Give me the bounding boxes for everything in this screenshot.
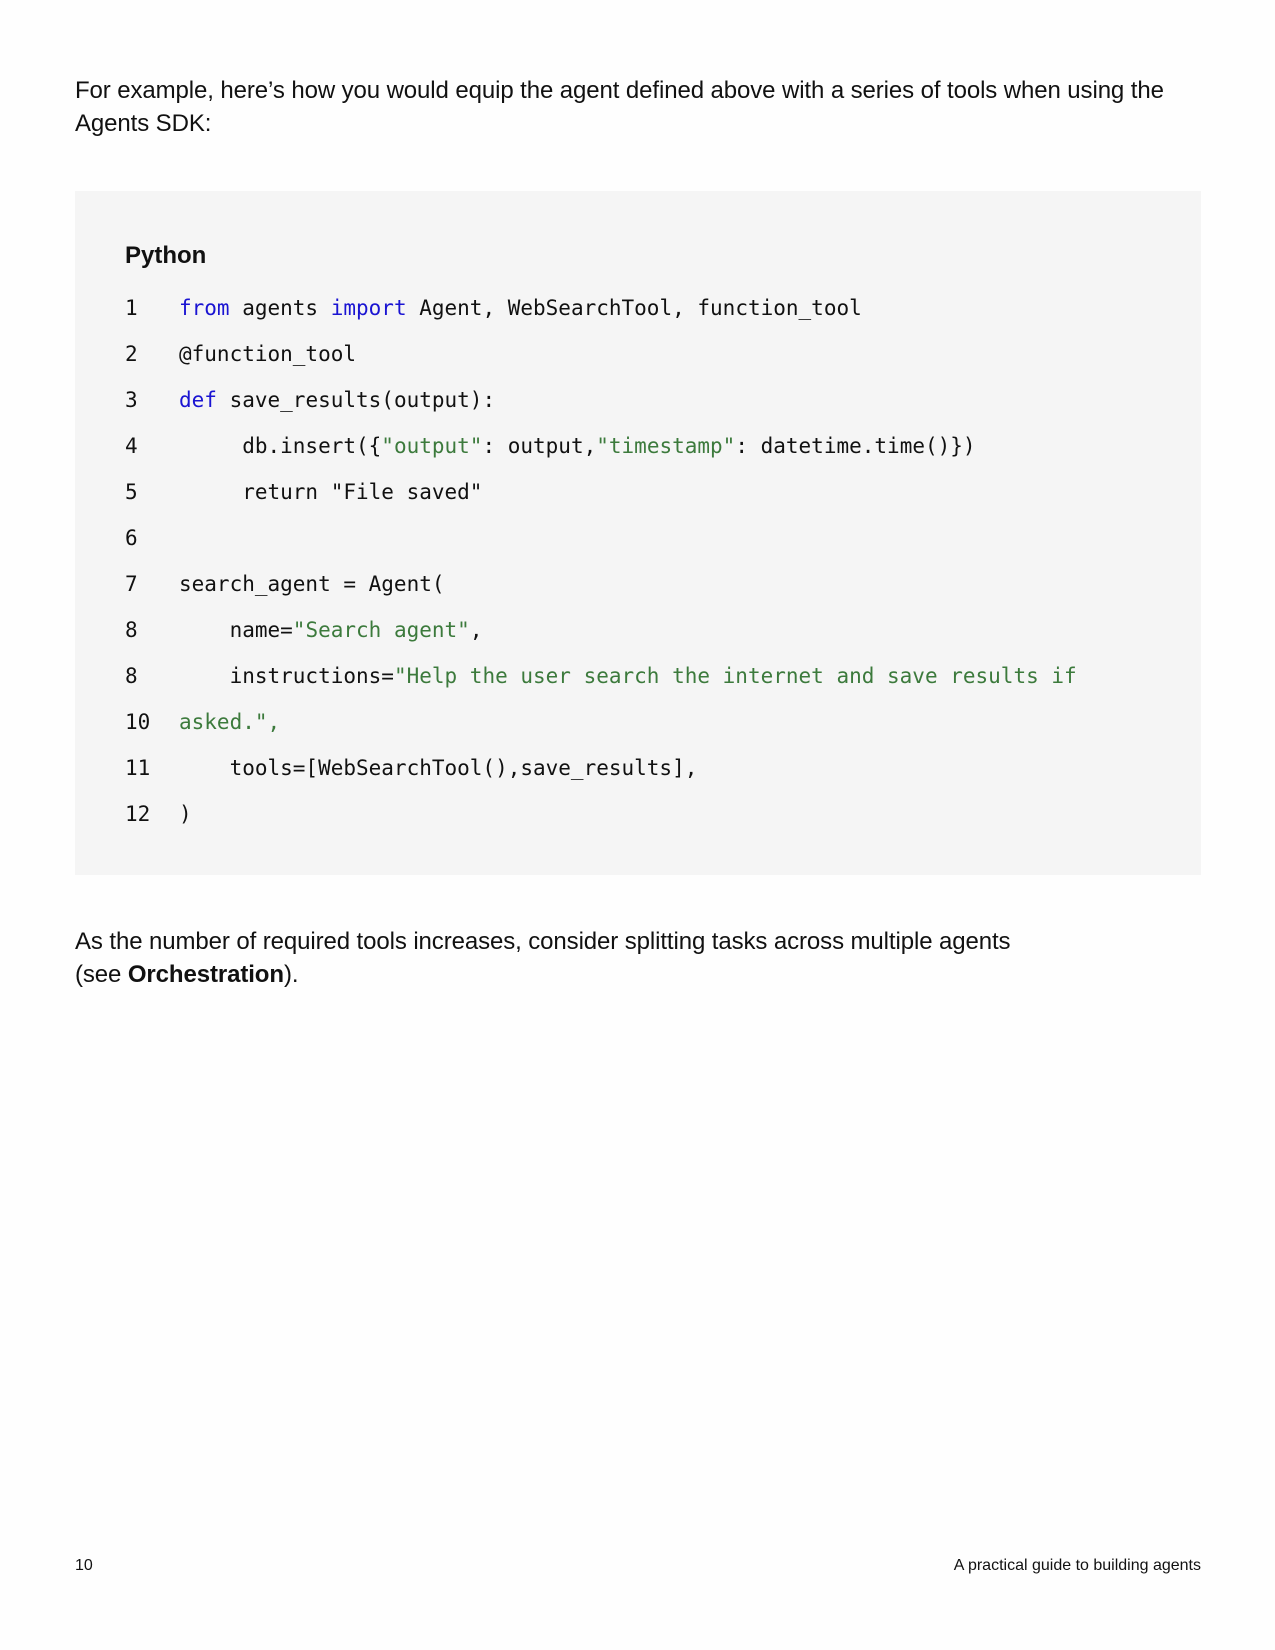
code-string: "Search agent"	[292, 618, 470, 642]
code-text: agents	[229, 296, 331, 320]
line-number: 7	[125, 572, 138, 596]
line-number: 5	[125, 480, 138, 504]
code-line	[125, 296, 1077, 342]
outro-line-2-suffix: ).	[283, 961, 299, 988]
code-text: ,	[469, 618, 483, 642]
code-text: Agent, WebSearchTool, function_tool	[406, 296, 862, 320]
code-content	[179, 802, 192, 848]
code-keyword: def	[179, 388, 217, 412]
code-line	[125, 802, 1077, 848]
code-content	[179, 480, 482, 526]
code-text: : datetime.time()})	[735, 434, 976, 458]
code-text: search_agent = Agent(	[179, 572, 445, 596]
code-text: tools=[WebSearchTool(),save_results],	[179, 756, 698, 780]
code-text: db.insert({	[179, 434, 382, 458]
code-content	[179, 664, 1077, 710]
code-lines	[125, 296, 1077, 848]
code-content	[179, 756, 697, 802]
code-keyword: from	[179, 296, 230, 320]
code-line	[125, 526, 1077, 572]
code-text: save_results(output):	[216, 388, 496, 412]
intro-paragraph: For example, here’s how you would equip the agent defined above with a series of tools when using the Agents SDK:	[75, 77, 1164, 137]
code-line	[125, 342, 1077, 388]
outro-line-1: As the number of required tools increases, consider splitting tasks across multiple agents	[75, 928, 1011, 955]
outro-paragraph	[75, 925, 1175, 991]
code-string: "Help the user search the internet and save results if	[393, 664, 1077, 688]
line-number: 8	[125, 618, 138, 642]
code-line	[125, 388, 1077, 434]
footer-document-title: A practical guide to building agents	[953, 1557, 1201, 1574]
code-string: asked.",	[179, 710, 281, 734]
line-number: 10	[125, 710, 151, 734]
code-content	[179, 296, 862, 342]
code-line	[125, 664, 1077, 710]
code-line	[125, 434, 1077, 480]
code-content	[179, 572, 445, 618]
code-content	[179, 618, 482, 664]
code-line	[125, 572, 1077, 618]
code-content	[179, 434, 976, 480]
code-text: )	[179, 802, 192, 826]
line-number: 2	[125, 342, 138, 366]
outro-line-2-prefix: (see	[75, 961, 128, 988]
code-content	[179, 342, 356, 388]
code-line	[125, 756, 1077, 802]
code-content	[179, 388, 495, 434]
line-number: 3	[125, 388, 138, 412]
code-line	[125, 618, 1077, 664]
code-line	[125, 710, 1077, 756]
line-number: 4	[125, 434, 138, 458]
code-text: instructions=	[179, 664, 394, 688]
code-content	[179, 710, 280, 756]
code-language-label: Python	[125, 242, 207, 269]
code-string: "timestamp"	[596, 434, 736, 458]
code-text: return "File saved"	[179, 480, 483, 504]
code-line	[125, 480, 1077, 526]
line-number: 1	[125, 296, 138, 320]
line-number: 12	[125, 802, 151, 826]
code-text: name=	[179, 618, 293, 642]
code-block	[75, 191, 1201, 875]
line-number: 6	[125, 526, 138, 550]
footer-page-number: 10	[75, 1557, 93, 1574]
line-number: 8	[125, 664, 138, 688]
code-keyword: import	[330, 296, 407, 320]
line-number: 11	[125, 756, 151, 780]
code-text: : output,	[482, 434, 597, 458]
orchestration-reference: Orchestration	[127, 961, 284, 988]
code-text: @function_tool	[179, 342, 357, 366]
code-string: "output"	[381, 434, 483, 458]
